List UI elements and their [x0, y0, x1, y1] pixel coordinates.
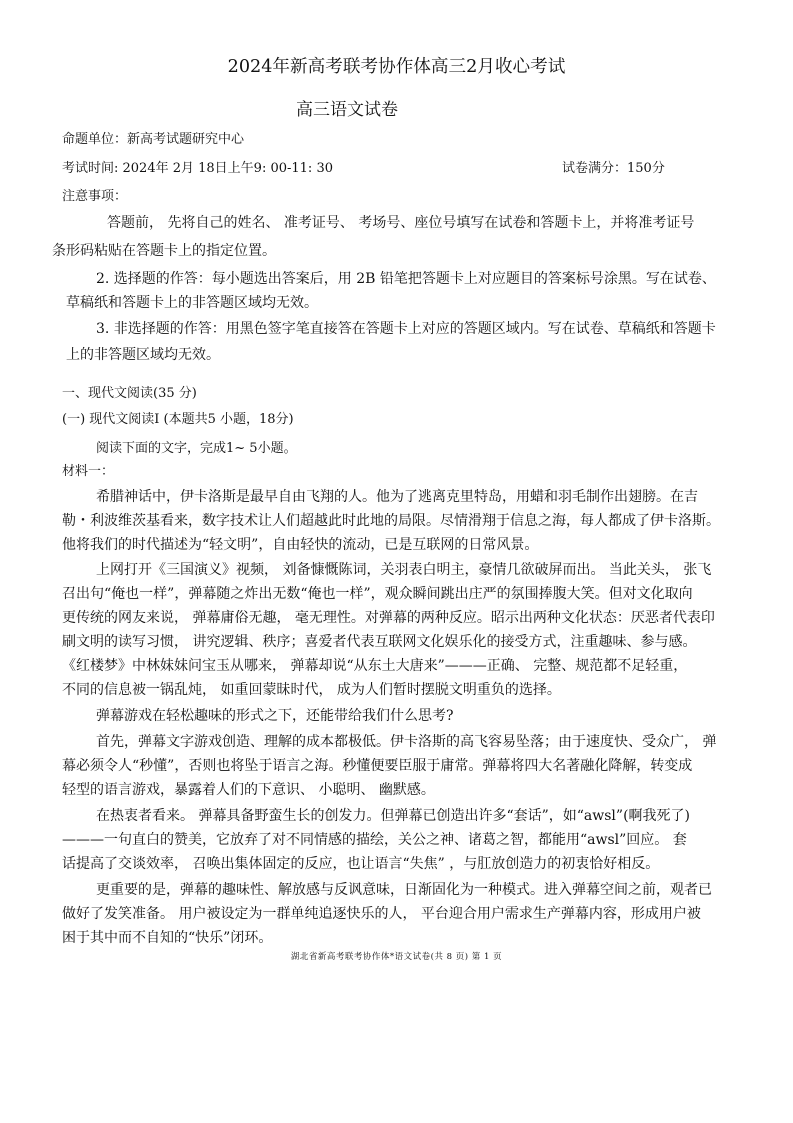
body-line: 弹幕游戏在轻松趣味的形式之下，还能带给我们什么思考? [96, 708, 454, 724]
body-line: 做好了发笑准备。 用户被设定为一群单纯追逐快乐的人， 平台迎合用户需求生产弹幕内容，形成用户被 [62, 906, 701, 922]
section-heading: 一、现代文阅读(35 分) [62, 386, 197, 401]
notice-item-1-line-2: 条形码粘贴在答题卡上的指定位置。 [52, 243, 276, 259]
body-line: 幕必须令人“秒懂”，否则也将坠于语言之海。秒懂便要臣服于庸常。弹幕将四大名著融化降解，转变成 [62, 758, 693, 774]
reading-instruction: 阅读下面的文字，完成1~ 5小题。 [96, 441, 297, 456]
notice-heading: 注意事项： [62, 189, 128, 204]
body-line: 他将我们的时代描述为“轻文明”，自由轻快的流动，已是互联网的日常风景。 [62, 537, 539, 553]
exam-time: 考试时间: 2024年 2月 18日上午9: 00-11: 30 [62, 161, 333, 176]
body-line: 困于其中而不自知的“快乐”闭环。 [62, 930, 273, 946]
section-subheading: (一) 现代文阅读Ⅰ (本题共5 小题，18分) [62, 412, 294, 427]
body-line: 希腊神话中，伊卡洛斯是最早自由飞翔的人。他为了逃离克里特岛，用蜡和羽毛制作出翅膀。在吉 [96, 489, 698, 505]
issuing-unit: 命题单位：新高考试题研究中心 [62, 132, 245, 147]
body-line: 更传统的网友来说， 弹幕庸俗无趣， 毫无理性。对弹幕的两种反应。昭示出两种文化状态：厌恶者代表印 [62, 610, 715, 626]
body-line: 轻型的语言游戏，暴露着人们的下意识、 小聪明、 幽默感。 [62, 782, 435, 798]
body-line: 《红楼梦》中林妹妹问宝玉从哪来， 弹幕却说“从东土大唐来”———正确、 完整、规范都不足轻重， [62, 658, 688, 674]
body-line: 首先，弹幕文字游戏创造、理解的成本都极低。伊卡洛斯的高飞容易坠落；由于速度快、受众广， 弹 [96, 734, 717, 750]
body-line: ———一句直白的赞美，它放弃了对不同情感的描绘，关公之神、诸葛之智，都能用“awsl”回应。 套 [62, 832, 687, 848]
body-line: 更重要的是，弹幕的趣味性、解放感与反讽意味，日渐固化为一种模式。进入弹幕空间之前，观者已 [96, 882, 712, 898]
notice-item-3-line-2: 上的非答题区域均无效。 [66, 347, 220, 363]
notice-item-1-line-1: 答题前， 先将自己的姓名、 准考证号、 考场号、座位号填写在试卷和答题卡上，并将准考证号 [107, 215, 695, 231]
notice-item-2-line-2: 草稿纸和答题卡上的非答题区域均无效。 [66, 295, 318, 311]
full-score: 试卷满分：150分 [562, 161, 665, 176]
notice-item-2-line-1: 2. 选择题的作答：每小题选出答案后，用 2B 铅笔把答题卡上对应题目的答案标号涂黑。写在试卷、 [96, 271, 716, 287]
body-line: 刷文明的读写习惯， 讲究逻辑、秩序；喜爱者代表互联网文化娱乐化的接受方式，注重趣味、参与感。 [62, 634, 697, 650]
body-line: 在热衷者看来。 弹幕具备野蛮生长的创发力。但弹幕已创造出许多“套话”，如“awsl”(啊我死了) [96, 808, 690, 824]
material-label: 材料一： [62, 464, 115, 479]
notice-item-3-line-1: 3. 非选择题的作答：用黑色签字笔直接答在答题卡上对应的答题区域内。写在试卷、草稿纸和答题卡 [96, 321, 716, 337]
body-line: 不同的信息被一锅乱炖， 如重回蒙昧时代， 成为人们暂时摆脱文明重负的选择。 [62, 682, 561, 698]
body-line: 上网打开《三国演义》视频， 刘备慷慨陈词，关羽表白明主，豪情几欲破屏而出。 当此关头， 张飞 [96, 562, 712, 578]
exam-title: 2024年新高考联考协作体高三2月收心考试 [227, 57, 566, 77]
body-line: 话提高了交谈效率， 召唤出集体固定的反应，也让语言“失焦” ，与肛放创造力的初衷恰好相反。 [62, 856, 660, 872]
page-footer: 湖北省新高考联考协作体*语文试卷(共 8 页) 第 1 页 [290, 952, 503, 962]
exam-subtitle: 高三语文试卷 [296, 100, 398, 120]
body-line: 召出句“俺也一样”，弹幕随之炸出无数“俺也一样”，观众瞬间跳出庄严的氛围捧腹大笑。但对文化取向 [62, 586, 693, 602]
body-line: 勒・利波维茨基看来，数字技术让人们超越此时此地的局限。尽情滑翔于信息之海，每人都成了伊卡洛斯。 [62, 513, 720, 529]
